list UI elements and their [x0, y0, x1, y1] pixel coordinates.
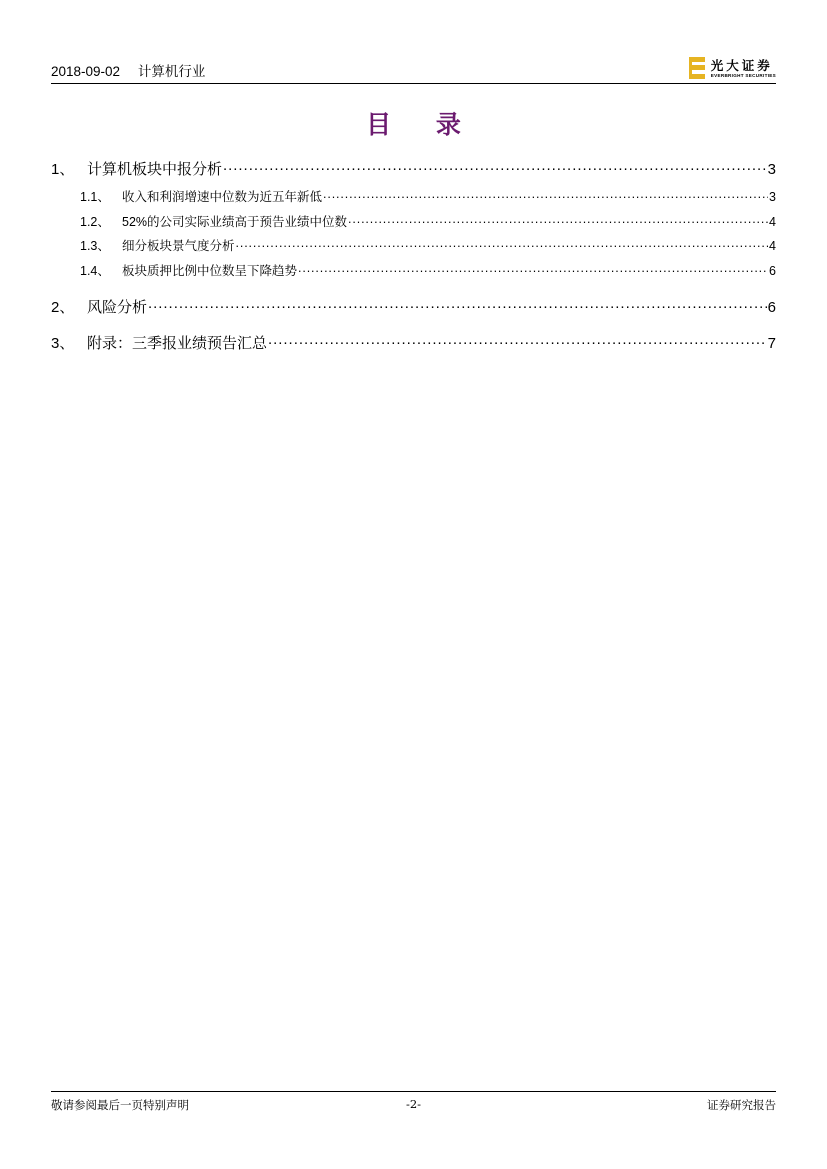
toc-entry-label: 52%的公司实际业绩高于预告业绩中位数: [122, 215, 348, 229]
toc-entry-label: 收入和利润增速中位数为近五年新低: [122, 190, 323, 204]
toc-entry-page: 3: [767, 161, 776, 178]
toc-entry-page: 6: [767, 299, 776, 316]
logo-text: [711, 59, 776, 79]
toc-leader-dots: [268, 333, 767, 348]
toc-entry-page: 6: [769, 264, 776, 278]
toc-entry-page: 7: [767, 335, 776, 352]
toc-entry-number: 2、: [51, 299, 75, 316]
toc-leader-dots: [236, 238, 769, 251]
toc-entry-page: 4: [769, 239, 776, 253]
toc-entry-number: 1.2、: [80, 215, 110, 229]
logo-english-name: EVERBRIGHT SECURITIES: [710, 73, 776, 78]
toc-title: 目 录: [366, 110, 479, 139]
toc-entry-label: 细分板块景气度分析: [122, 239, 235, 253]
toc-entry[interactable]: [80, 212, 776, 230]
toc-entry-label: 附录：三季报业绩预告汇总: [87, 335, 268, 352]
toc-entry-label: 板块质押比例中位数呈下降趋势: [122, 264, 298, 278]
toc-leader-dots: [148, 297, 767, 312]
toc-entry-number: 1.3、: [80, 239, 110, 253]
toc-leader-dots: [298, 263, 768, 276]
footer-page-number: -2-: [405, 1097, 422, 1111]
toc-entry-page: 4: [769, 215, 776, 229]
toc-entry[interactable]: [80, 187, 776, 205]
toc-entry-number: 3、: [51, 335, 75, 352]
header-left: [51, 60, 205, 80]
industry-name: 计算机行业: [137, 64, 206, 79]
toc-entry[interactable]: [51, 158, 776, 179]
toc-entry-number: 1、: [51, 161, 75, 178]
toc-entry[interactable]: [51, 296, 776, 317]
footer-disclaimer: 敬请参阅最后一页特别声明: [51, 1098, 189, 1112]
toc-entry[interactable]: [80, 261, 776, 279]
toc-entry-number: 1.1、: [80, 190, 110, 204]
page-header: [51, 56, 776, 84]
everbright-logo: [689, 55, 776, 79]
logo-chinese-name: 光大证券: [710, 58, 773, 73]
toc-entry[interactable]: [51, 332, 776, 353]
page-footer: [51, 1091, 776, 1112]
everbright-logo-icon: [689, 57, 705, 79]
toc-entry-label: 风险分析: [87, 299, 148, 316]
toc-entry[interactable]: [80, 236, 776, 254]
footer-report-type: 证券研究报告: [707, 1098, 776, 1112]
report-date: 2018-09-02: [51, 64, 121, 79]
toc-leader-dots: [323, 189, 768, 202]
toc-entry-page: 3: [769, 190, 776, 204]
toc-entry-label: 计算机板块中报分析: [87, 161, 223, 178]
toc-entry-number: 1.4、: [80, 264, 110, 278]
toc-leader-dots: [348, 214, 768, 227]
toc-leader-dots: [223, 159, 767, 174]
